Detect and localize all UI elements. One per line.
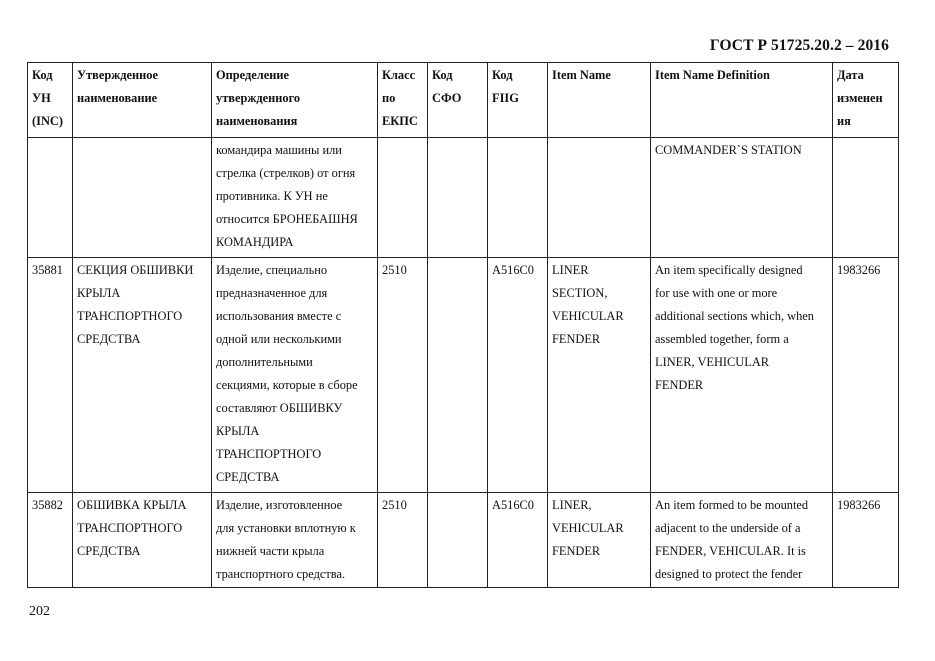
header-item-name xyxy=(548,63,651,138)
definition-line: относится БРОНЕБАШНЯ xyxy=(216,212,358,226)
header-change-date-line: ия xyxy=(837,114,851,128)
item-name-definition-line: LINER, VEHICULAR xyxy=(655,355,770,369)
header-inc-line: (INC) xyxy=(32,114,63,128)
header-definition-line: наименования xyxy=(216,114,298,128)
header-inc-line: Код xyxy=(32,68,53,82)
item-name-line: LINER, xyxy=(552,498,592,512)
table-row xyxy=(28,138,899,258)
cell-approved-name xyxy=(73,138,212,258)
item-name-definition-line: FENDER, VEHICULAR. It is xyxy=(655,544,806,558)
header-sfo-code-line: Код xyxy=(432,68,453,82)
cell-item-name-definition xyxy=(651,138,833,258)
definition-line: СРЕДСТВА xyxy=(216,470,280,484)
approved-name-line: СРЕДСТВА xyxy=(77,332,141,346)
cell-fiig-code xyxy=(488,138,548,258)
item-name-line: FENDER xyxy=(552,544,601,558)
header-sfo-code-line: СФО xyxy=(432,91,462,105)
definition-line: секциями, которые в сборе xyxy=(216,378,358,392)
cell-item-name xyxy=(548,258,651,493)
item-name-definition-line: for use with one or more xyxy=(655,286,778,300)
header-change-date-line: изменен xyxy=(837,91,883,105)
table-row xyxy=(28,258,899,493)
cell-change-date xyxy=(833,138,899,258)
header-sfo-code xyxy=(428,63,488,138)
table-header-row xyxy=(28,63,899,138)
definition-line: составляют ОБШИВКУ xyxy=(216,401,343,415)
header-approved-name-line: Утвержденное xyxy=(77,68,158,82)
definition-line: для установки вплотную к xyxy=(216,521,356,535)
classifier-table xyxy=(27,62,899,588)
approved-name-line: ОБШИВКА КРЫЛА xyxy=(77,498,187,512)
header-item-name-line: Item Name xyxy=(552,68,611,82)
fiig-code-value: A516C0 xyxy=(492,263,534,277)
definition-line: предназначенное для xyxy=(216,286,328,300)
item-name-definition-line: adjacent to the underside of a xyxy=(655,521,801,535)
item-name-definition-line: designed to protect the fender xyxy=(655,567,803,581)
item-name-definition-line: An item formed to be mounted xyxy=(655,498,809,512)
header-approved-name xyxy=(73,63,212,138)
cell-sfo-code xyxy=(428,138,488,258)
definition-line: Изделие, специально xyxy=(216,263,328,277)
item-name-definition-line: assembled together, form a xyxy=(655,332,789,346)
page-number: 202 xyxy=(29,604,50,619)
header-ekps-class-line: ЕКПС xyxy=(382,114,418,128)
inc-code: 35882 xyxy=(32,498,63,512)
approved-name-line: СЕКЦИЯ ОБШИВКИ xyxy=(77,263,194,277)
approved-name-line: ТРАНСПОРТНОГО xyxy=(77,309,183,323)
definition-line: дополнительными xyxy=(216,355,313,369)
header-change-date-line: Дата xyxy=(837,68,864,82)
cell-sfo-code xyxy=(428,258,488,493)
item-name-definition-line: FENDER xyxy=(655,378,704,392)
cell-ekps-class xyxy=(378,493,428,588)
item-name-line: FENDER xyxy=(552,332,601,346)
header-change-date xyxy=(833,63,899,138)
cell-approved-name xyxy=(73,493,212,588)
inc-code: 35881 xyxy=(32,263,63,277)
definition-line: КОМАНДИРА xyxy=(216,235,294,249)
change-date-value: 1983266 xyxy=(837,498,881,512)
header-item-name-definition-line: Item Name Definition xyxy=(655,68,770,82)
header-approved-name-line: наименование xyxy=(77,91,158,105)
cell-inc xyxy=(28,258,73,493)
cell-ekps-class xyxy=(378,258,428,493)
definition-line: одной или несколькими xyxy=(216,332,342,346)
definition-line: Изделие, изготовленное xyxy=(216,498,343,512)
header-fiig-code-line: Код xyxy=(492,68,513,82)
cell-definition xyxy=(212,258,378,493)
definition-line: транспортного средства. xyxy=(216,567,346,581)
header-definition-line: Определение xyxy=(216,68,290,82)
cell-item-name xyxy=(548,493,651,588)
header-fiig-code-line: FIIG xyxy=(492,91,519,105)
cell-change-date xyxy=(833,258,899,493)
cell-inc xyxy=(28,138,73,258)
approved-name-line: КРЫЛА xyxy=(77,286,121,300)
ekps-class-value: 2510 xyxy=(382,263,407,277)
header-ekps-class-line: по xyxy=(382,91,396,105)
cell-fiig-code xyxy=(488,258,548,493)
item-name-line: VEHICULAR xyxy=(552,309,624,323)
header-item-name-definition xyxy=(651,63,833,138)
cell-inc xyxy=(28,493,73,588)
item-name-definition-line: additional sections which, when xyxy=(655,309,814,323)
cell-item-name-definition xyxy=(651,258,833,493)
header-inc-line: УН xyxy=(32,91,51,105)
cell-item-name xyxy=(548,138,651,258)
item-name-line: SECTION, xyxy=(552,286,608,300)
item-name-line: VEHICULAR xyxy=(552,521,624,535)
definition-line: ТРАНСПОРТНОГО xyxy=(216,447,322,461)
change-date-value: 1983266 xyxy=(837,263,881,277)
header-inc xyxy=(28,63,73,138)
item-name-definition-line: An item specifically designed xyxy=(655,263,803,277)
standard-designation: ГОСТ Р 51725.20.2 – 2016 xyxy=(709,37,889,54)
cell-change-date xyxy=(833,493,899,588)
approved-name-line: СРЕДСТВА xyxy=(77,544,141,558)
header-ekps-class-line: Класс xyxy=(382,68,416,82)
cell-sfo-code xyxy=(428,493,488,588)
item-name-line: LINER xyxy=(552,263,589,277)
cell-ekps-class xyxy=(378,138,428,258)
cell-fiig-code xyxy=(488,493,548,588)
header-definition-line: утвержденного xyxy=(216,91,301,105)
definition-line: КРЫЛА xyxy=(216,424,260,438)
header-definition xyxy=(212,63,378,138)
cell-definition xyxy=(212,138,378,258)
approved-name-line: ТРАНСПОРТНОГО xyxy=(77,521,183,535)
item-name-definition-line: COMMANDER`S STATION xyxy=(655,143,802,157)
definition-line: стрелка (стрелков) от огня xyxy=(216,166,356,180)
definition-line: противника. К УН не xyxy=(216,189,328,203)
header-fiig-code xyxy=(488,63,548,138)
ekps-class-value: 2510 xyxy=(382,498,407,512)
table-row xyxy=(28,493,899,588)
cell-item-name-definition xyxy=(651,493,833,588)
header-ekps-class xyxy=(378,63,428,138)
definition-line: нижней части крыла xyxy=(216,544,325,558)
cell-approved-name xyxy=(73,258,212,493)
fiig-code-value: A516C0 xyxy=(492,498,534,512)
definition-line: использования вместе с xyxy=(216,309,342,323)
definition-line: командира машины или xyxy=(216,143,342,157)
cell-definition xyxy=(212,493,378,588)
